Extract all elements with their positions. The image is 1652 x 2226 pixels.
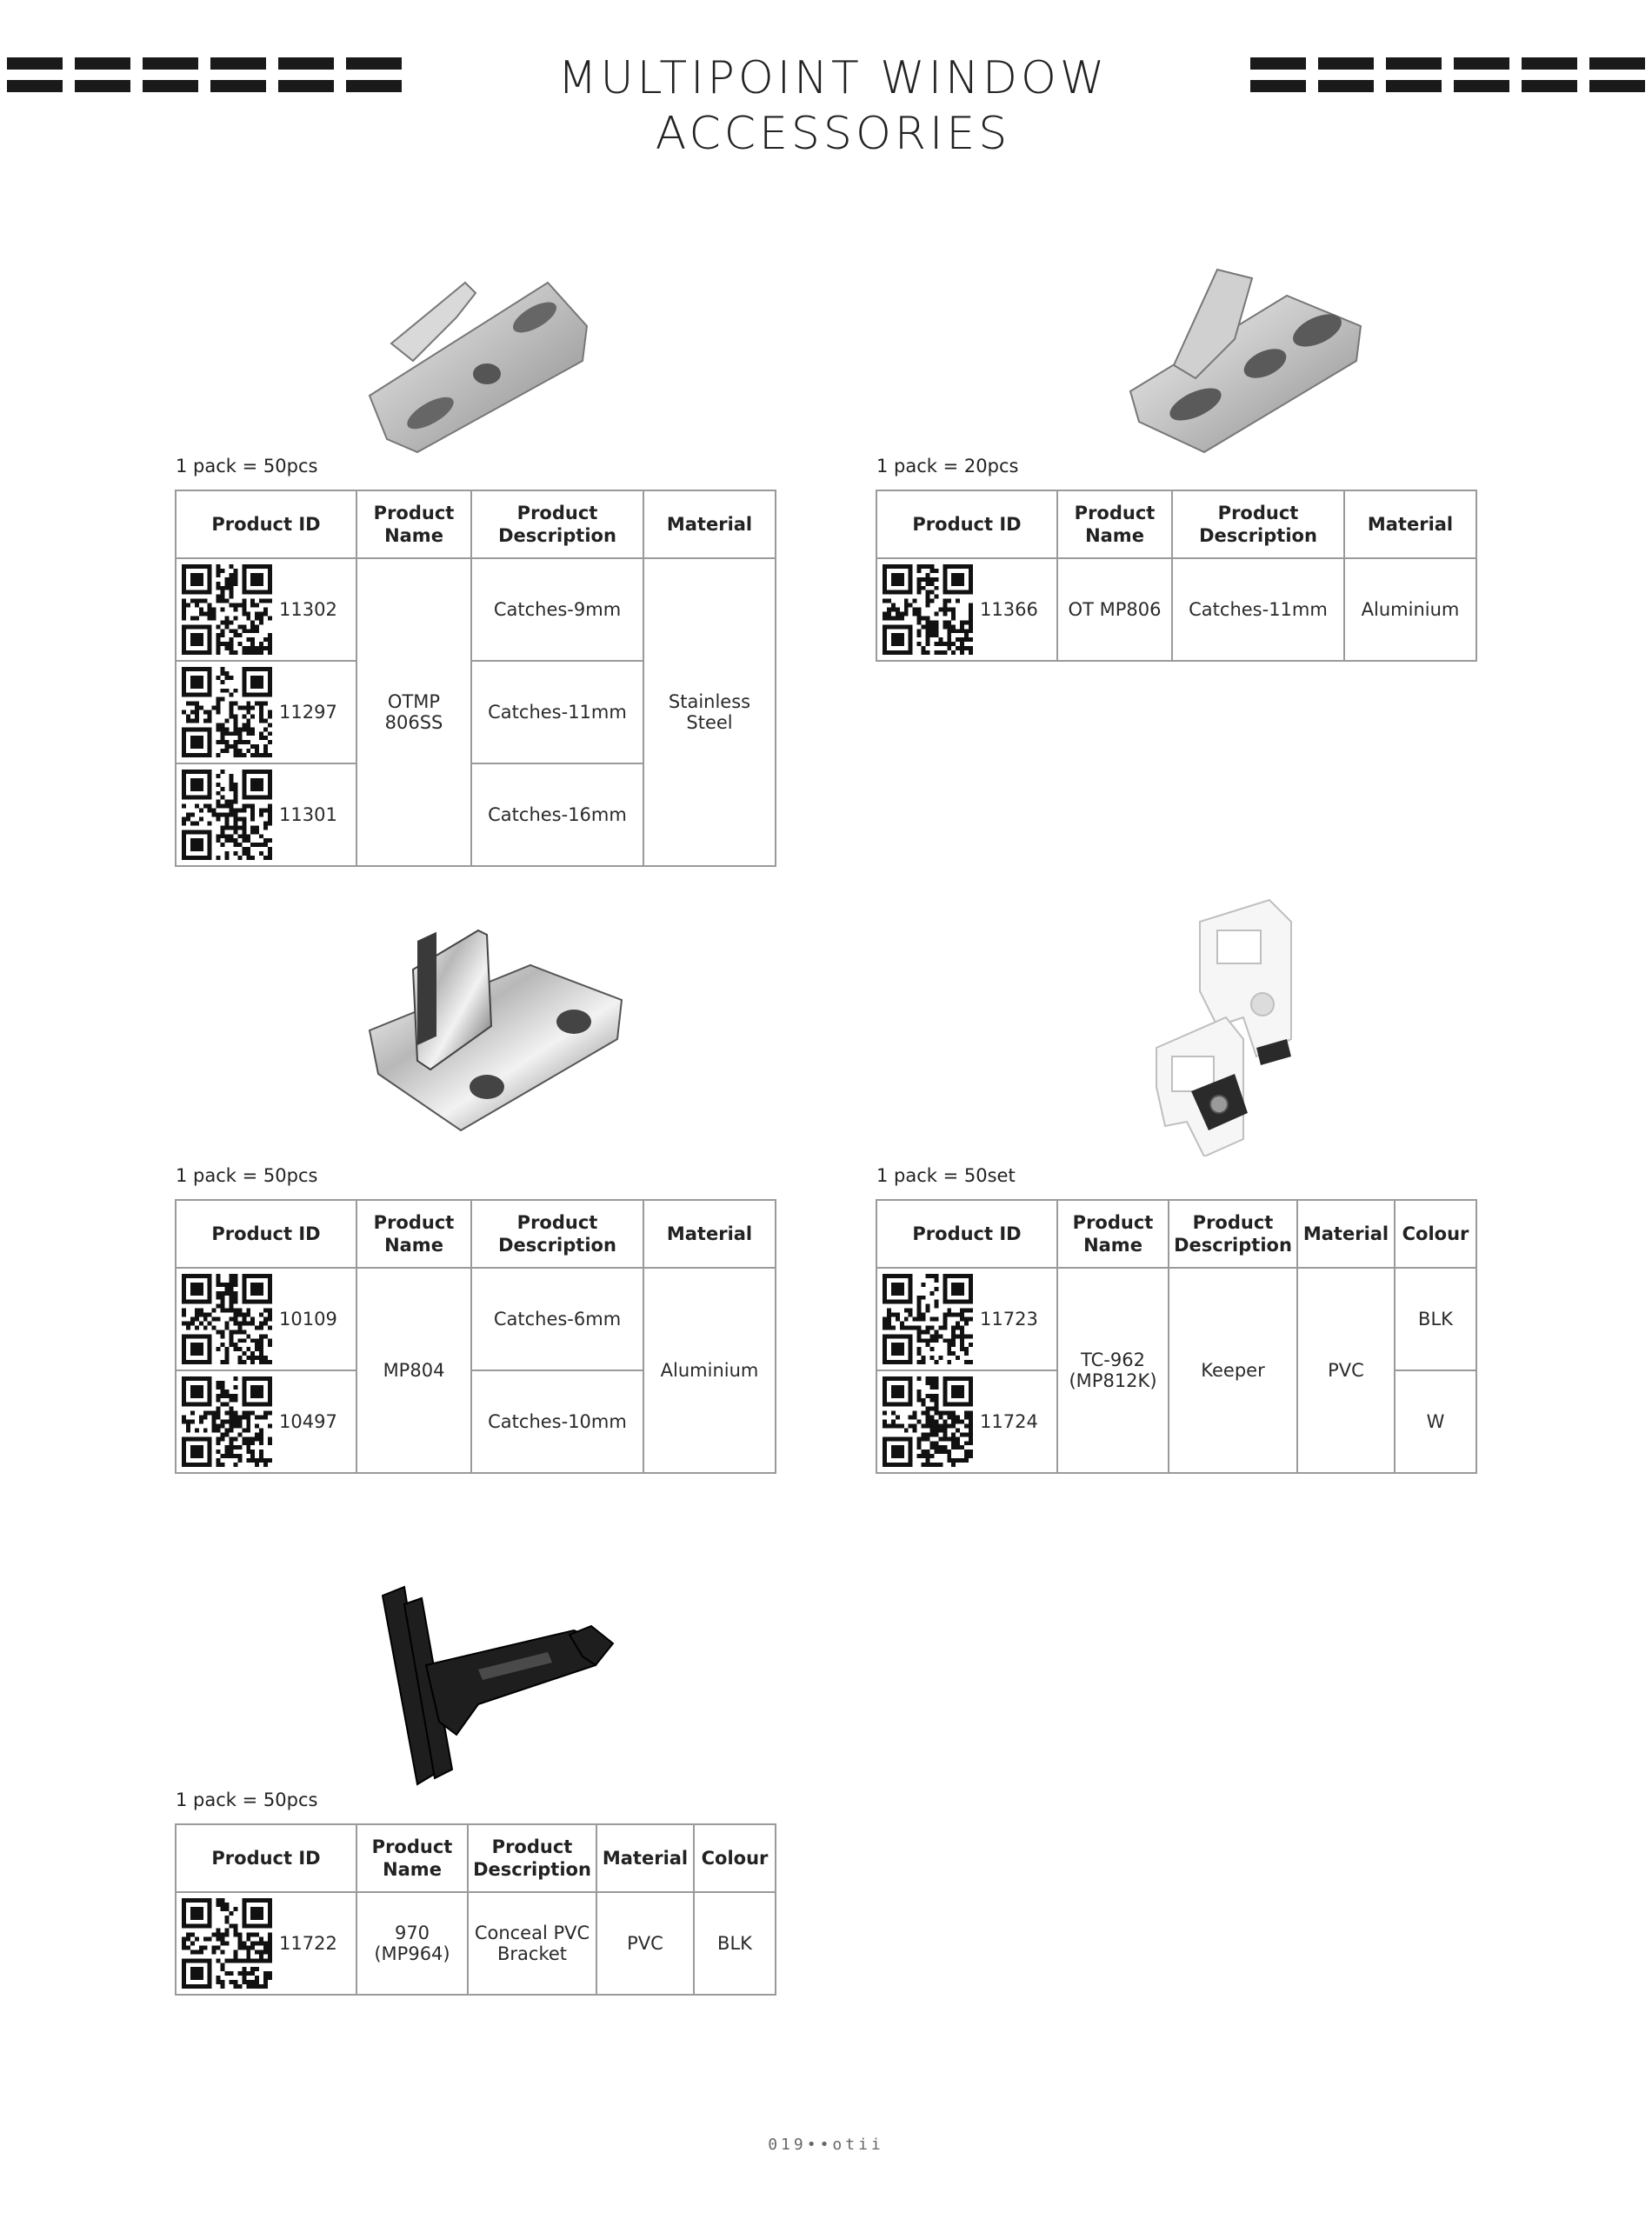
col-product-name: Product Name <box>1057 1200 1169 1268</box>
product-id-cell <box>176 1892 356 1995</box>
product-id-cell <box>176 558 356 661</box>
col-product-description: Product Description <box>471 1200 643 1268</box>
table-row <box>176 1268 776 1370</box>
product-id-cell <box>176 763 356 866</box>
col-material: Material <box>596 1824 694 1892</box>
product-name: TC-962 (MP812K) <box>1057 1268 1169 1473</box>
col-product-description: Product Description <box>1169 1200 1297 1268</box>
product-description: Keeper <box>1169 1268 1297 1473</box>
product-table-tc962 <box>876 1199 1477 1474</box>
table-header-row <box>176 1824 776 1892</box>
qr-code[interactable] <box>182 564 272 655</box>
product-id-cell <box>176 1370 356 1473</box>
product-photo-tc962 <box>1139 896 1356 1156</box>
table-row <box>876 1268 1476 1370</box>
col-material: Material <box>1297 1200 1395 1268</box>
product-table-970 <box>175 1823 776 1996</box>
product-id-cell <box>876 1268 1057 1370</box>
col-colour: Colour <box>694 1824 776 1892</box>
pack-size: 1 pack = 50pcs <box>176 456 318 477</box>
material: Aluminium <box>1344 558 1476 661</box>
qr-code[interactable] <box>182 770 272 860</box>
product-photo-970 <box>374 1583 626 1800</box>
product-id: 11722 <box>279 1933 337 1954</box>
product-id-cell <box>876 558 1057 661</box>
product-photo-otmp806ss <box>361 265 596 465</box>
table-header-row <box>876 1200 1476 1268</box>
page-title: MULTIPOINT WINDOW ACCESSORIES <box>557 52 1109 160</box>
material: PVC <box>1297 1268 1395 1473</box>
col-product-id: Product ID <box>876 1200 1057 1268</box>
product-id: 10109 <box>279 1309 337 1330</box>
product-description: Catches-6mm <box>471 1268 643 1370</box>
table-row <box>176 558 776 661</box>
product-name: 970 (MP964) <box>356 1892 468 1995</box>
product-description: Catches-10mm <box>471 1370 643 1473</box>
header-decoration-left <box>7 57 402 92</box>
product-id-cell <box>176 661 356 763</box>
product-id: 11297 <box>279 702 337 723</box>
product-description: Catches-11mm <box>1172 558 1344 661</box>
table-header-row <box>176 1200 776 1268</box>
col-product-name: Product Name <box>1057 490 1172 558</box>
qr-code[interactable] <box>182 1376 272 1467</box>
product-photo-otmp806 <box>1122 261 1365 461</box>
product-name: MP804 <box>356 1268 471 1473</box>
product-id: 11301 <box>279 804 337 825</box>
pack-size: 1 pack = 50set <box>876 1165 1016 1186</box>
col-colour: Colour <box>1395 1200 1476 1268</box>
product-id-cell <box>876 1370 1057 1473</box>
product-id: 11723 <box>980 1309 1038 1330</box>
page-header <box>7 50 1645 160</box>
col-material: Material <box>1344 490 1476 558</box>
col-material: Material <box>643 1200 776 1268</box>
material: Aluminium <box>643 1268 776 1473</box>
pack-size: 1 pack = 50pcs <box>176 1165 318 1186</box>
product-name: OT MP806 <box>1057 558 1172 661</box>
material: PVC <box>596 1892 694 1995</box>
table-header-row <box>876 490 1476 558</box>
header-decoration-right <box>1250 57 1645 92</box>
pack-size: 1 pack = 50pcs <box>176 1789 318 1810</box>
colour: BLK <box>1395 1268 1476 1370</box>
colour: BLK <box>694 1892 776 1995</box>
table-header-row <box>176 490 776 558</box>
col-product-description: Product Description <box>468 1824 596 1892</box>
col-product-description: Product Description <box>1172 490 1344 558</box>
col-product-name: Product Name <box>356 1200 471 1268</box>
product-description: Catches-16mm <box>471 763 643 866</box>
product-description: Catches-9mm <box>471 558 643 661</box>
col-product-id: Product ID <box>176 1824 356 1892</box>
product-photo-mp804 <box>365 922 626 1148</box>
qr-code[interactable] <box>182 1274 272 1364</box>
table-row <box>876 558 1476 661</box>
product-table-otmp806ss <box>175 490 776 867</box>
product-id: 10497 <box>279 1411 337 1432</box>
material: Stainless Steel <box>643 558 776 866</box>
col-product-id: Product ID <box>876 490 1057 558</box>
col-product-id: Product ID <box>176 1200 356 1268</box>
product-description: Catches-11mm <box>471 661 643 763</box>
col-product-description: Product Description <box>471 490 643 558</box>
product-table-otmp806 <box>876 490 1477 662</box>
product-description: Conceal PVC Bracket <box>468 1892 596 1995</box>
pack-size: 1 pack = 20pcs <box>876 456 1019 477</box>
col-product-name: Product Name <box>356 490 471 558</box>
page-number: 019••otii <box>768 2136 884 2154</box>
product-id: 11366 <box>980 599 1038 620</box>
product-table-mp804 <box>175 1199 776 1474</box>
colour: W <box>1395 1370 1476 1473</box>
col-product-name: Product Name <box>356 1824 468 1892</box>
qr-code[interactable] <box>883 1376 973 1467</box>
qr-code[interactable] <box>883 564 973 655</box>
qr-code[interactable] <box>182 667 272 757</box>
product-name: OTMP 806SS <box>356 558 471 866</box>
product-id-cell <box>176 1268 356 1370</box>
col-product-id: Product ID <box>176 490 356 558</box>
product-id: 11302 <box>279 599 337 620</box>
table-row <box>176 1892 776 1995</box>
col-material: Material <box>643 490 776 558</box>
qr-code[interactable] <box>182 1898 272 1989</box>
product-id: 11724 <box>980 1411 1038 1432</box>
qr-code[interactable] <box>883 1274 973 1364</box>
